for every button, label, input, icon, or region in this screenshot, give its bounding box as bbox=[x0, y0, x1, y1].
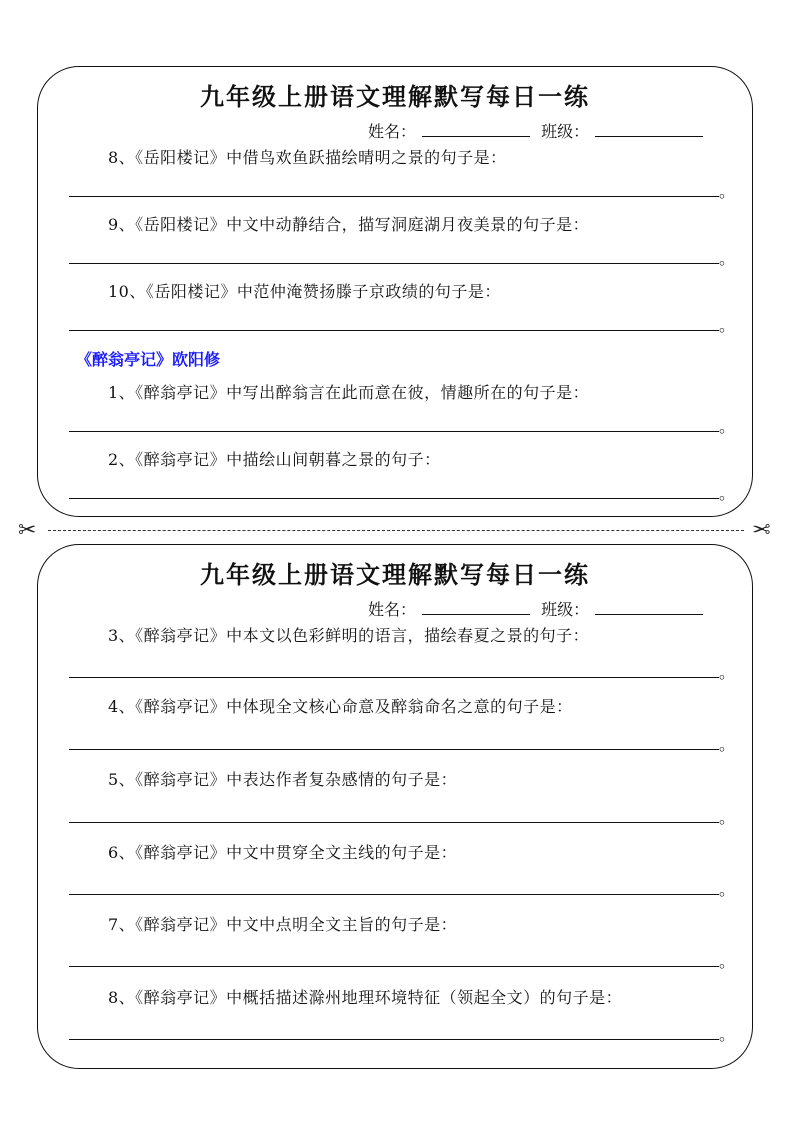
answer-line[interactable] bbox=[69, 498, 719, 499]
end-mark: 。 bbox=[719, 182, 736, 201]
question-text: 5、《醉翁亭记》中表达作者复杂感情的句子是： bbox=[108, 770, 458, 789]
question-text: 2、《醉翁亭记》中描绘山间朝暮之景的句子： bbox=[108, 450, 441, 469]
question-text: 6、《醉翁亭记》中文中贯穿全文主线的句子是： bbox=[108, 843, 458, 862]
worksheet-card-2 bbox=[37, 544, 753, 1069]
end-mark: 。 bbox=[719, 417, 736, 436]
end-mark: 。 bbox=[719, 316, 736, 335]
question-text: 3、《醉翁亭记》中本文以色彩鲜明的语言，描绘春夏之景的句子： bbox=[108, 626, 590, 645]
end-mark: 。 bbox=[719, 1025, 736, 1044]
answer-line[interactable] bbox=[69, 749, 719, 750]
end-mark: 。 bbox=[719, 952, 736, 971]
answer-line[interactable] bbox=[69, 330, 719, 331]
answer-line[interactable] bbox=[69, 822, 719, 823]
answer-line[interactable] bbox=[69, 677, 719, 678]
question-text: 9、《岳阳楼记》中文中动静结合，描写洞庭湖月夜美景的句子是： bbox=[108, 215, 590, 234]
section-heading: 《醉翁亭记》欧阳修 bbox=[76, 350, 221, 369]
answer-line[interactable] bbox=[69, 263, 719, 264]
name-class-row bbox=[368, 597, 709, 620]
worksheet-title: 九年级上册语文理解默写每日一练 bbox=[200, 82, 590, 111]
end-mark: 。 bbox=[719, 880, 736, 899]
answer-line[interactable] bbox=[69, 894, 719, 895]
end-mark: 。 bbox=[719, 735, 736, 754]
question-text: 4、《醉翁亭记》中体现全文核心命意及醉翁命名之意的句子是： bbox=[108, 697, 573, 716]
answer-line[interactable] bbox=[69, 431, 719, 432]
name-field[interactable] bbox=[422, 122, 530, 137]
worksheet-title: 九年级上册语文理解默写每日一练 bbox=[200, 560, 590, 589]
name-label: 姓名： bbox=[368, 122, 417, 141]
class-field[interactable] bbox=[595, 600, 703, 615]
question-text: 10、《岳阳楼记》中范仲淹赞扬滕子京政绩的句子是： bbox=[108, 282, 501, 301]
answer-line[interactable] bbox=[69, 1039, 719, 1040]
cut-line bbox=[48, 530, 744, 531]
worksheet-card-1 bbox=[37, 66, 753, 517]
name-class-row bbox=[368, 119, 709, 142]
name-label: 姓名： bbox=[368, 600, 417, 619]
question-text: 7、《醉翁亭记》中文中点明全文主旨的句子是： bbox=[108, 915, 458, 934]
scissors-icon: ✂ bbox=[18, 518, 37, 543]
end-mark: 。 bbox=[719, 808, 736, 827]
class-label: 班级： bbox=[541, 122, 590, 141]
name-field[interactable] bbox=[422, 600, 530, 615]
scissors-icon: ✂ bbox=[752, 518, 771, 543]
answer-line[interactable] bbox=[69, 196, 719, 197]
class-field[interactable] bbox=[595, 122, 703, 137]
end-mark: 。 bbox=[719, 249, 736, 268]
question-text: 8、《醉翁亭记》中概括描述滁州地理环境特征（领起全文）的句子是： bbox=[108, 988, 623, 1007]
end-mark: 。 bbox=[719, 663, 736, 682]
answer-line[interactable] bbox=[69, 966, 719, 967]
class-label: 班级： bbox=[541, 600, 590, 619]
question-text: 8、《岳阳楼记》中借鸟欢鱼跃描绘晴明之景的句子是： bbox=[108, 148, 507, 167]
question-text: 1、《醉翁亭记》中写出醉翁言在此而意在彼，情趣所在的句子是： bbox=[108, 383, 590, 402]
end-mark: 。 bbox=[719, 484, 736, 503]
